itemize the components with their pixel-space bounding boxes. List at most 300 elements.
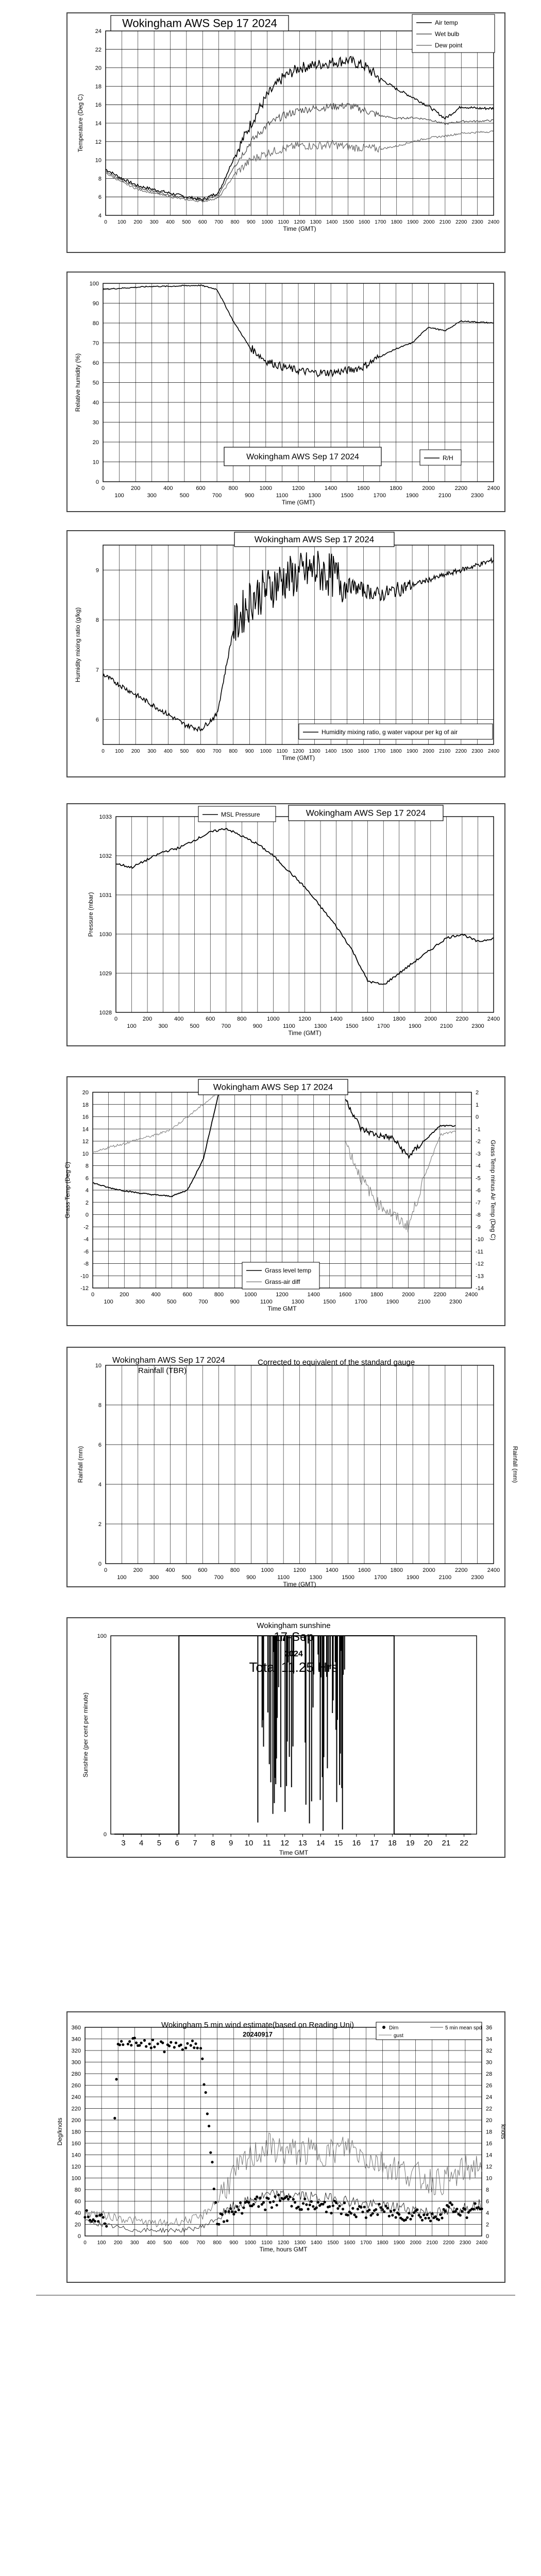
y2-tick-label: -7 (476, 1199, 481, 1206)
x-axis-label: Time (GMT) (283, 225, 316, 232)
y-tick-label: 8 (85, 1163, 89, 1170)
wind-direction-point (226, 2219, 228, 2222)
x-tick-label: 1200 (298, 1016, 311, 1022)
chart-title: Wokingham AWS Sep 17 2024 (112, 1356, 225, 1365)
x-tick-label: 100 (127, 1023, 137, 1029)
y2-tick-label: 14 (486, 2152, 493, 2159)
wind-direction-point (434, 2215, 437, 2218)
y2-tick-label: -6 (476, 1188, 481, 1194)
wind-direction-point (279, 2199, 281, 2202)
x-tick-label: 1100 (277, 1574, 290, 1581)
wind-direction-point (355, 2215, 358, 2218)
x-tick-label: 100 (114, 493, 124, 499)
y2-tick-label: -9 (476, 1224, 481, 1231)
wind-direction-point (223, 2221, 225, 2223)
x-tick-label: 2300 (471, 493, 484, 499)
x-tick-label: 100 (97, 2240, 106, 2246)
x-tick-label: 1300 (308, 493, 321, 499)
wind-direction-point (270, 2206, 273, 2209)
y-axis-label: Grass Temp (Deg C) (64, 1162, 71, 1218)
legend-label: R/H (443, 454, 453, 462)
x-tick-label: 2400 (487, 1567, 500, 1573)
legend-swatch (382, 2026, 385, 2029)
x-tick-label: 900 (247, 219, 256, 225)
x-tick-label: 3 (121, 1839, 126, 1848)
x-tick-label: 19 (405, 1839, 415, 1848)
y-tick-label: 180 (71, 2129, 81, 2136)
y-tick-label: 40 (74, 2210, 81, 2216)
y-tick-label: 30 (92, 419, 99, 426)
y-tick-label: 9 (95, 567, 99, 574)
legend-label: MSL Pressure (221, 811, 260, 818)
wind-direction-point (242, 2207, 245, 2209)
x-tick-label: 600 (180, 2240, 189, 2246)
y-tick-label: 100 (89, 281, 99, 287)
wind-direction-point (234, 2211, 236, 2213)
y-tick-label: 100 (71, 2175, 81, 2182)
x-tick-label: 900 (246, 1574, 256, 1581)
wind-direction-point (231, 2210, 233, 2213)
y-tick-label: 8 (98, 1402, 102, 1409)
legend-box (420, 450, 461, 465)
y-tick-label: 140 (71, 2152, 81, 2159)
wind-direction-point (232, 2213, 235, 2215)
y-tick-label: 0 (103, 1832, 107, 1838)
wind-direction-point (191, 2040, 194, 2042)
x-tick-label: 300 (149, 1574, 159, 1581)
x-tick-label: 1400 (307, 1292, 320, 1298)
x-tick-label: 1800 (390, 485, 402, 492)
x-tick-label: 1800 (370, 1292, 383, 1298)
wind-direction-point (472, 2208, 475, 2210)
wind-direction-point (393, 2209, 395, 2212)
y-tick-label: 80 (92, 320, 99, 327)
chart-title: Wokingham AWS Sep 17 2024 (213, 1082, 333, 1092)
x-tick-label: 2400 (487, 219, 500, 225)
x-tick-label: 2000 (424, 1016, 437, 1022)
x-tick-label: 11 (263, 1839, 271, 1848)
y-tick-label: 1032 (99, 853, 112, 859)
legend-label: Grass-air diff (265, 1278, 300, 1285)
y-tick-label: 6 (98, 194, 102, 201)
wind-direction-point (390, 2210, 392, 2213)
wind-direction-point (264, 2209, 266, 2211)
x-tick-label: 1100 (276, 493, 289, 499)
x-tick-label: 1300 (309, 749, 320, 754)
y-axis-label: Pressure (mbar) (87, 892, 94, 937)
x-tick-label: 2200 (433, 1292, 446, 1298)
y-tick-label: 10 (92, 459, 99, 466)
y2-tick-label: 34 (486, 2036, 493, 2043)
x-tick-label: 1100 (276, 749, 288, 754)
y-tick-label: 20 (92, 439, 99, 446)
legend (376, 2022, 482, 2040)
x-tick-label: 2100 (439, 749, 451, 754)
x-tick-label: 1000 (267, 1016, 280, 1022)
x-tick-label: 15 (334, 1839, 343, 1848)
y2-tick-label: -10 (476, 1236, 484, 1243)
y2-tick-label: 1 (476, 1101, 479, 1108)
x-tick-label: 1400 (330, 1016, 343, 1022)
x-tick-label: 2100 (417, 1299, 431, 1305)
wind-direction-point (130, 2044, 132, 2046)
wind-direction-point (277, 2194, 280, 2196)
x-tick-label: 1600 (358, 219, 370, 225)
wind-direction-point (269, 2201, 272, 2204)
x-tick-label: 1900 (393, 2240, 405, 2246)
wind-direction-point (94, 2220, 96, 2223)
wind-direction-point (375, 2208, 377, 2211)
wind-direction-point (292, 2198, 295, 2200)
wind-direction-point (361, 2211, 364, 2213)
x-tick-label: 600 (198, 1567, 208, 1573)
wind-direction-point (254, 2198, 257, 2200)
wind-direction-point (347, 2214, 349, 2216)
wind-direction-point (238, 2209, 240, 2211)
chart5-title (198, 1079, 348, 1095)
x-tick-label: 1900 (405, 493, 419, 499)
wind-direction-point (309, 2204, 311, 2206)
wind-direction-point (206, 2112, 209, 2115)
wind-direction-point (404, 2218, 407, 2221)
wind-direction-point (351, 2207, 354, 2210)
chart1-title (111, 15, 289, 31)
legend (299, 724, 493, 739)
x-tick-label: 1800 (390, 1567, 403, 1573)
x-tick-label: 2200 (455, 219, 467, 225)
wind-direction-point (190, 2044, 192, 2047)
y-tick-label: 20 (82, 1090, 89, 1096)
x-axis-label: Time, hours GMT (259, 2246, 308, 2253)
x-tick-label: 1400 (325, 749, 337, 754)
y-tick-label: 260 (71, 2082, 81, 2089)
x-tick-label: 1600 (358, 749, 369, 754)
x-tick-label: 400 (163, 749, 173, 754)
y-axis-label: Deg/knots (56, 2117, 63, 2146)
y-tick-label: 340 (71, 2036, 81, 2043)
y-tick-label: 16 (95, 102, 102, 109)
wind-direction-point (145, 2045, 147, 2048)
wind-direction-point (153, 2046, 156, 2048)
wind-direction-point (350, 2212, 352, 2214)
wind-direction-point (455, 2208, 458, 2210)
wind-direction-point (391, 2214, 394, 2216)
wind-direction-point (122, 2043, 124, 2046)
x-tick-label: 2300 (471, 1574, 484, 1581)
x-tick-label: 1900 (406, 1574, 419, 1581)
wind-direction-point (300, 2208, 303, 2211)
x-tick-label: 1900 (386, 1299, 399, 1305)
wind-direction-point (429, 2219, 432, 2222)
x-tick-label: 1800 (390, 749, 402, 754)
x-tick-label: 700 (214, 1574, 224, 1581)
wind-direction-point (236, 2205, 239, 2208)
y-tick-label: 0 (98, 1561, 102, 1567)
wind-direction-point (421, 2219, 424, 2222)
chart-date: 17-Sep (274, 1630, 314, 1644)
x-tick-label: 300 (147, 493, 157, 499)
y-tick-label: 4 (98, 1482, 102, 1488)
wind-direction-point (239, 2201, 242, 2204)
wind-direction-point (102, 2216, 105, 2218)
x-tick-label: 1200 (276, 1292, 289, 1298)
x-tick-label: 1400 (326, 1567, 339, 1573)
x-tick-label: 1500 (342, 219, 354, 225)
x-tick-label: 1200 (293, 1567, 306, 1573)
chart-2 (67, 272, 505, 512)
wind-direction-point (474, 2202, 477, 2205)
x-tick-label: 700 (212, 749, 222, 754)
chart-subtitle: 20240917 (243, 2030, 273, 2038)
x-tick-label: 0 (104, 219, 107, 225)
wind-direction-point (303, 2198, 306, 2200)
wind-direction-point (115, 2078, 117, 2080)
wind-direction-point (381, 2208, 384, 2211)
x-tick-label: 1800 (393, 1016, 405, 1022)
y-tick-label: 1033 (99, 814, 112, 820)
wind-direction-point (328, 2205, 331, 2208)
wind-direction-point (431, 2212, 433, 2215)
y-tick-label: 4 (85, 1188, 89, 1194)
y2-tick-label: 4 (486, 2210, 489, 2216)
y-tick-label: 22 (95, 46, 102, 53)
wind-direction-point (186, 2042, 189, 2045)
wind-direction-point (441, 2217, 443, 2219)
x-tick-label: 800 (214, 1292, 224, 1298)
y-tick-label: 50 (92, 380, 99, 386)
x-tick-label: 1300 (314, 1023, 327, 1029)
x-tick-label: 1300 (294, 2240, 306, 2246)
x-tick-label: 1000 (261, 1567, 274, 1573)
chart-title: Wokingham 5 min wind estimate(based on Reading Uni) (161, 2021, 354, 2029)
wind-direction-point (416, 2208, 418, 2211)
y-tick-label: 24 (95, 28, 102, 35)
x-tick-label: 800 (228, 485, 238, 492)
y2-tick-label: 8 (486, 2187, 489, 2193)
x-tick-label: 200 (131, 749, 140, 754)
x-axis-label: Time GMT (267, 1305, 297, 1312)
wind-direction-point (411, 2214, 414, 2217)
x-tick-label: 1200 (292, 485, 305, 492)
x-tick-label: 1500 (341, 493, 353, 499)
wind-direction-point (388, 2215, 391, 2217)
y2-tick-label: 0 (486, 2233, 489, 2240)
wind-direction-point (202, 2083, 205, 2086)
y2-tick-label: 28 (486, 2071, 493, 2077)
chart2-title (224, 447, 381, 466)
x-tick-label: 0 (101, 485, 105, 492)
wind-direction-point (194, 2042, 197, 2045)
wind-direction-point (274, 2195, 276, 2198)
x-tick-label: 10 (244, 1839, 253, 1848)
wind-direction-point (376, 2213, 379, 2216)
wind-direction-point (151, 2039, 154, 2041)
x-tick-label: 1000 (260, 749, 272, 754)
x-tick-label: 1400 (311, 2240, 323, 2246)
y-tick-label: 300 (71, 2059, 81, 2066)
legend-label: Dew point (435, 42, 463, 49)
y2-tick-label: -3 (476, 1150, 481, 1157)
chart-subtitle: Rainfall (TBR) (138, 1366, 187, 1375)
x-tick-label: 2300 (471, 219, 483, 225)
legend-label: Air temp (435, 19, 458, 26)
x-tick-label: 200 (113, 2240, 123, 2246)
x-tick-label: 700 (221, 1023, 231, 1029)
x-tick-label: 500 (182, 219, 191, 225)
wind-direction-point (365, 2216, 367, 2219)
y-tick-label: 1029 (99, 971, 112, 977)
legend-label: Wet bulb (435, 30, 460, 38)
wind-direction-point (97, 2220, 99, 2223)
y2-tick-label: 36 (486, 2025, 493, 2031)
x-tick-label: 12 (280, 1839, 289, 1848)
x-tick-label: 5 (157, 1839, 162, 1848)
wind-direction-point (100, 2213, 103, 2216)
x-tick-label: 2000 (410, 2240, 421, 2246)
x-tick-label: 2100 (438, 493, 451, 499)
x-tick-label: 2000 (422, 749, 434, 754)
x-tick-label: 1600 (361, 1016, 374, 1022)
wind-direction-point (150, 2046, 153, 2049)
y2-tick-label: -1 (476, 1126, 481, 1133)
x-tick-label: 1400 (324, 485, 337, 492)
wind-direction-point (157, 2042, 159, 2045)
wind-direction-point (199, 2047, 202, 2049)
y-tick-label: 40 (92, 400, 99, 406)
x-tick-label: 1000 (259, 485, 273, 492)
x-tick-label: 0 (104, 1567, 108, 1573)
legend-label: Grass level temp (265, 1267, 312, 1274)
wind-direction-point (302, 2202, 305, 2205)
x-tick-label: 500 (179, 493, 190, 499)
y2-tick-label: -13 (476, 1273, 484, 1280)
y-tick-label: 70 (92, 340, 99, 347)
wind-direction-point (221, 2213, 224, 2216)
x-axis-label: Time (GMT) (283, 1581, 316, 1588)
x-axis-label: Time (GMT) (281, 499, 315, 506)
wind-direction-point (175, 2042, 177, 2044)
wind-direction-point (384, 2205, 387, 2207)
wind-direction-point (161, 2042, 164, 2044)
chart-6 (67, 1347, 519, 1588)
y2-tick-label: 0 (476, 1114, 479, 1121)
y-tick-label: -2 (83, 1224, 89, 1231)
x-tick-label: 1700 (354, 1299, 367, 1305)
x-tick-label: 200 (142, 1016, 153, 1022)
x-tick-label: 500 (163, 2240, 172, 2246)
y-tick-label: 16 (82, 1114, 89, 1121)
y-tick-label: 0 (85, 1212, 89, 1218)
x-tick-label: 100 (115, 749, 124, 754)
chart4-title (289, 805, 443, 821)
wind-direction-point (247, 2201, 250, 2204)
x-tick-label: 2400 (465, 1292, 478, 1298)
wind-direction-point (95, 2215, 98, 2217)
y-tick-label: 1030 (99, 931, 112, 938)
wind-direction-point (444, 2210, 447, 2212)
wind-direction-point (128, 2040, 131, 2043)
x-tick-label: 17 (370, 1839, 379, 1848)
x-axis-label: Time (GMT) (288, 1029, 322, 1037)
x-tick-label: 2200 (443, 2240, 454, 2246)
y-tick-label: 280 (71, 2071, 81, 2077)
wind-direction-point (307, 2208, 310, 2210)
x-tick-label: 1300 (310, 219, 322, 225)
wind-direction-point (294, 2201, 296, 2204)
wind-direction-point (290, 2205, 293, 2208)
wind-direction-point (451, 2204, 453, 2206)
x-axis-label: Time (GMT) (281, 754, 315, 761)
wind-direction-point (228, 2210, 230, 2213)
y2-tick-label: -12 (476, 1261, 484, 1267)
x-tick-label: 2100 (426, 2240, 438, 2246)
wind-direction-point (87, 2215, 90, 2218)
x-tick-label: 2000 (402, 1292, 415, 1298)
x-tick-label: 18 (388, 1839, 397, 1848)
wind-direction-point (205, 2091, 207, 2094)
wind-direction-point (386, 2207, 389, 2209)
y-tick-label: -10 (80, 1273, 89, 1280)
legend-label: 5 min mean spd (445, 2025, 482, 2031)
wind-direction-point (86, 2209, 88, 2212)
x-tick-label: 2200 (455, 749, 467, 754)
y-tick-label: 6 (85, 1175, 89, 1182)
x-tick-label: 8 (211, 1839, 215, 1848)
wind-direction-point (461, 2210, 463, 2212)
x-tick-label: 100 (104, 1299, 113, 1305)
y2-tick-label: 16 (486, 2141, 493, 2147)
x-tick-label: 300 (158, 1023, 168, 1029)
y-axis-label: Relative humidity (%) (74, 353, 81, 412)
wind-direction-point (428, 2217, 430, 2219)
wind-direction-point (214, 2201, 217, 2204)
x-tick-label: 100 (117, 1574, 127, 1581)
x-tick-label: 300 (149, 219, 159, 225)
y-tick-label: 20 (74, 2222, 81, 2228)
x-tick-label: 200 (133, 219, 143, 225)
y-tick-label: 320 (71, 2048, 81, 2054)
y-tick-label: 8 (98, 176, 102, 182)
wind-direction-point (317, 2201, 319, 2204)
x-tick-label: 1400 (326, 219, 338, 225)
x-tick-label: 22 (460, 1839, 468, 1848)
wind-direction-point (170, 2041, 172, 2044)
wind-direction-point (224, 2210, 227, 2213)
y2-tick-label: 18 (486, 2129, 493, 2136)
x-tick-label: 2200 (454, 485, 468, 492)
y2-tick-label: -4 (476, 1163, 481, 1170)
x-tick-label: 800 (230, 219, 240, 225)
wind-direction-point (330, 2212, 332, 2214)
wind-direction-point (119, 2044, 121, 2046)
y2-axis-label: knots (500, 2124, 507, 2139)
wind-direction-point (148, 2043, 151, 2045)
wind-direction-point (332, 2205, 334, 2207)
wind-direction-point (336, 2207, 339, 2210)
x-tick-label: 2400 (476, 2240, 488, 2246)
x-tick-label: 1300 (291, 1299, 305, 1305)
y-tick-label: 8 (95, 617, 99, 624)
legend-label: Humidity mixing ratio, g water vapour per kg of air (322, 728, 458, 736)
x-tick-label: 1700 (373, 493, 386, 499)
x-tick-label: 400 (146, 2240, 156, 2246)
x-tick-label: 1700 (377, 1023, 390, 1029)
y-tick-label: 14 (95, 121, 102, 127)
x-tick-label: 2200 (455, 1016, 469, 1022)
y-tick-label: 12 (95, 139, 102, 145)
wind-direction-point (343, 2201, 346, 2204)
y-tick-label: 0 (95, 479, 99, 485)
